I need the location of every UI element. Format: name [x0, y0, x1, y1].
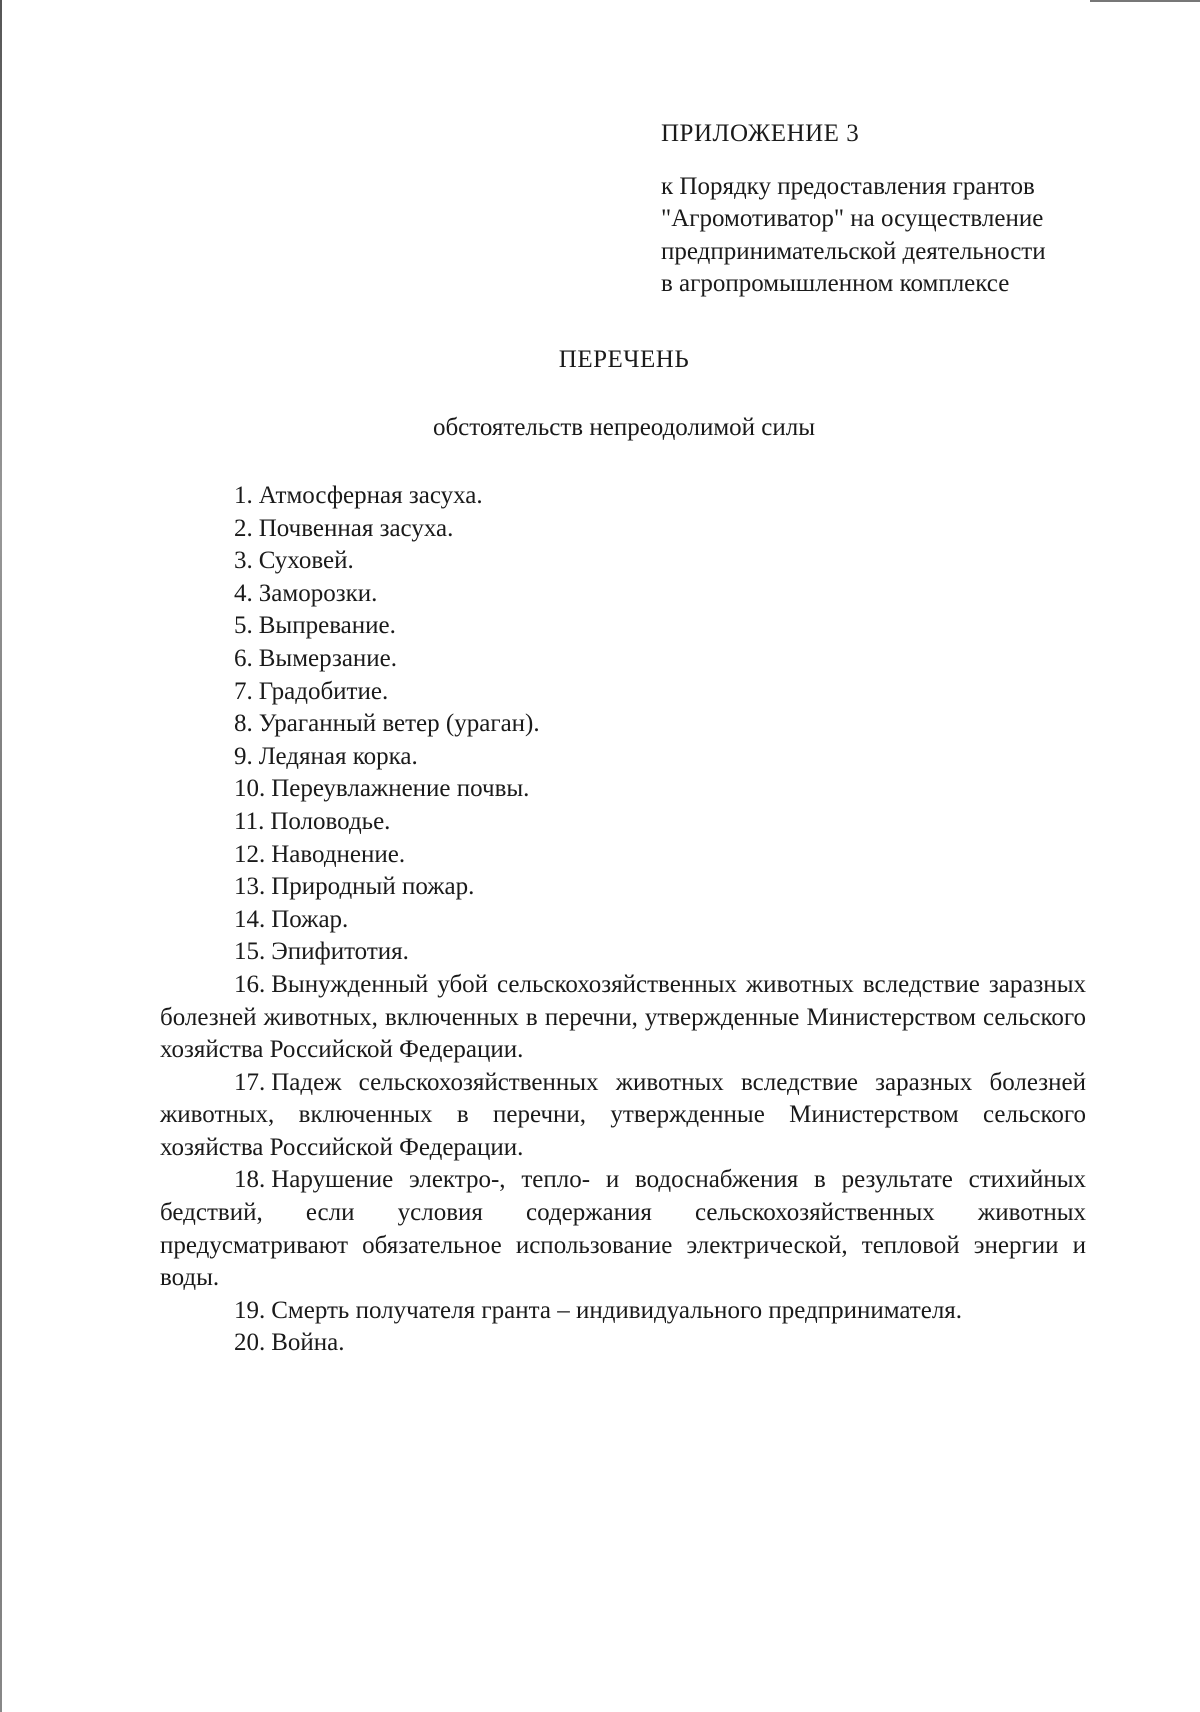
list-item-number: 20. [234, 1329, 266, 1357]
list-item-number: 5. [234, 612, 253, 640]
list-item-text: Война. [271, 1329, 345, 1357]
appendix-description [661, 171, 1091, 301]
appendix-description-line: к Порядку предоставления грантов [661, 172, 1035, 200]
list-item [160, 1067, 1086, 1165]
list-item [160, 513, 1086, 546]
list-item [160, 741, 1086, 774]
list-item [160, 936, 1086, 969]
list-item-text: Нарушение электро-, тепло- и водоснабжения в результате стихийных бедствий, если условия содержания сельскохозяйственных животных предусматривают обязательное использование электрической, тепловой энергии и воды. [160, 1166, 1086, 1292]
list-item [160, 480, 1086, 513]
list-item-number: 12. [234, 840, 266, 868]
list-item [160, 643, 1086, 676]
list-item [160, 708, 1086, 741]
list-item-number: 19. [234, 1296, 266, 1324]
appendix-description-line: предпринимательской деятельности [661, 237, 1046, 265]
list-item-text: Переувлажнение почвы. [271, 775, 530, 803]
list-item [160, 545, 1086, 578]
list-item [160, 904, 1086, 937]
list-subtitle: обстоятельств непреодолимой силы [432, 414, 816, 441]
list-item-text: Ледяная корка. [258, 742, 418, 770]
list-item-text: Суховей. [258, 547, 354, 575]
scan-edge-top-right [1090, 0, 1200, 2]
list-item-text: Смерть получателя гранта – индивидуального предпринимателя. [271, 1296, 963, 1324]
force-majeure-list [160, 480, 1086, 1360]
list-item-text: Атмосферная засуха. [258, 482, 483, 509]
list-item [160, 610, 1086, 643]
list-item-number: 9. [234, 742, 253, 770]
list-item-text: Половодье. [270, 807, 391, 835]
list-item-number: 2. [234, 514, 253, 542]
list-item-text: Наводнение. [271, 840, 406, 868]
list-item-number: 4. [234, 579, 253, 607]
list-item-text: Эпифитотия. [271, 938, 409, 966]
list-item [160, 1164, 1086, 1294]
list-title: ПЕРЕЧЕНЬ [558, 346, 690, 373]
list-item-number: 7. [234, 677, 253, 705]
appendix-description-line: "Агромотиватор" на осуществление [661, 205, 1044, 232]
list-item [160, 676, 1086, 709]
list-item-number: 16. [234, 970, 266, 998]
list-item-number: 1. [234, 482, 253, 509]
list-item [160, 871, 1086, 904]
list-item-text: Градобитие. [258, 677, 389, 705]
list-item-number: 18. [234, 1166, 266, 1194]
list-item-text: Падеж сельскохозяйственных животных вследствие заразных болезней животных, включенных в перечни, утвержденные Министерством сельского хозяйства Российской Федерации. [160, 1068, 1086, 1161]
list-item [160, 839, 1086, 872]
list-item-number: 8. [234, 710, 253, 738]
list-item-text: Вымерзание. [258, 644, 398, 672]
list-item [160, 806, 1086, 839]
appendix-title: ПРИЛОЖЕНИЕ 3 [661, 120, 860, 147]
list-item-text: Почвенная засуха. [258, 514, 454, 542]
list-item-number: 3. [234, 547, 253, 575]
list-item-number: 6. [234, 644, 253, 672]
list-item-text: Вынужденный убой сельскохозяйственных животных вследствие заразных болезней животных, включенных в перечни, утвержденные Министерством сельского хозяйства Российской Федерации. [160, 970, 1086, 1064]
list-item-number: 11. [234, 807, 265, 835]
appendix-description-line: в агропромышленном комплексе [661, 270, 1010, 297]
list-item-number: 17. [234, 1068, 266, 1096]
list-item [160, 1295, 1086, 1328]
list-item-text: Пожар. [271, 905, 349, 933]
list-item-text: Заморозки. [258, 579, 378, 607]
list-item-text: Природный пожар. [271, 873, 475, 901]
appendix-block [661, 118, 1091, 301]
list-item-number: 14. [234, 905, 266, 933]
list-item-text: Выпревание. [258, 612, 396, 640]
list-item-number: 15. [234, 938, 266, 966]
list-item [160, 969, 1086, 1067]
list-item [160, 1327, 1086, 1360]
list-item-text: Ураганный ветер (ураган). [258, 710, 540, 738]
scan-edge-left [0, 0, 2, 1712]
list-item-number: 13. [234, 873, 266, 901]
list-item-number: 10. [234, 775, 266, 803]
list-item [160, 773, 1086, 806]
list-item [160, 578, 1086, 611]
